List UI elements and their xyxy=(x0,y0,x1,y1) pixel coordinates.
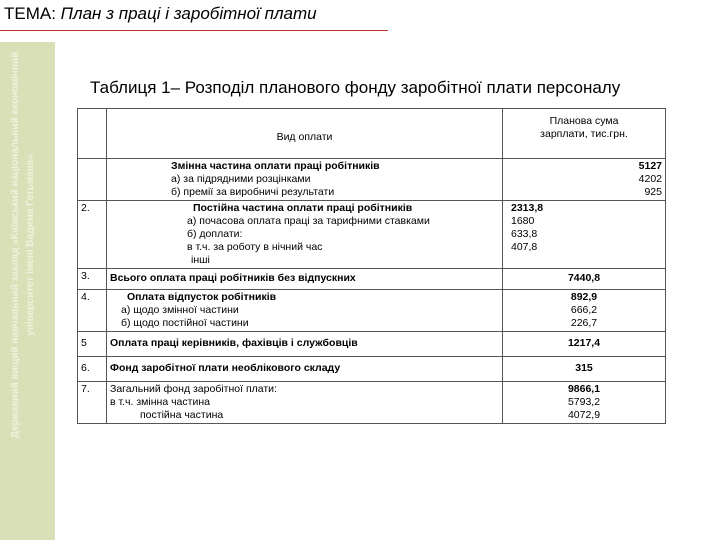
row-value: 5127 xyxy=(638,160,662,172)
header-sum-line: зарплати, тис.грн. xyxy=(540,128,628,140)
side-caption-line: Державний вищий навчальний заклад «Київський національний економічний xyxy=(10,51,21,439)
table-row xyxy=(78,357,666,382)
row-values xyxy=(503,382,666,424)
row-value: 4072,9 xyxy=(567,409,601,421)
row-values xyxy=(503,290,666,332)
header-kind-cell: Вид оплати xyxy=(107,109,503,159)
row-number: 5 xyxy=(78,332,107,357)
header-no-cell xyxy=(78,109,107,159)
row-line: б) доплати: xyxy=(187,228,243,240)
row-line: інші xyxy=(191,254,210,266)
row-value: 4202 xyxy=(638,173,662,185)
row-line: Загальний фонд заробітної плати: xyxy=(110,383,277,395)
row-line: б) премії за виробничі результати xyxy=(171,186,335,198)
row-line: Постійна частина оплати праці робітників xyxy=(193,202,413,214)
row-line: в т.ч. змінна частина xyxy=(110,396,210,408)
row-value: 5793,2 xyxy=(567,396,601,408)
row-value: 7440,8 xyxy=(503,269,666,290)
row-value: 407,8 xyxy=(511,241,538,253)
row-value: 666,2 xyxy=(570,304,598,316)
row-line: а) почасова оплата праці за тарифними ставками xyxy=(187,215,430,227)
row-number: 6. xyxy=(78,357,107,382)
row-value: 1217,4 xyxy=(503,332,666,357)
row-line: б) щодо постійної частини xyxy=(121,317,249,329)
row-description: Всього оплата праці робітників без відпускних xyxy=(107,269,503,290)
table-row xyxy=(78,201,666,269)
page-topic xyxy=(4,4,317,24)
row-description: Фонд заробітної плати необлікового складу xyxy=(107,357,503,382)
header-sum-line: Планова сума xyxy=(549,115,619,127)
row-line: Оплата відпусток робітників xyxy=(127,291,277,303)
row-number: 7. xyxy=(78,382,107,424)
salary-fund-table xyxy=(77,108,666,424)
table-row xyxy=(78,269,666,290)
table-header-row xyxy=(78,109,666,159)
table-row xyxy=(78,382,666,424)
row-description: Оплата праці керівників, фахівців і службовців xyxy=(107,332,503,357)
row-value: 9866,1 xyxy=(567,383,601,395)
row-value: 925 xyxy=(644,186,662,198)
row-values xyxy=(503,201,666,269)
table-row xyxy=(78,290,666,332)
topic-underline xyxy=(0,30,388,31)
topic-subject: План з праці і заробітної плати xyxy=(60,4,317,23)
side-caption xyxy=(8,30,38,460)
row-number xyxy=(78,159,107,201)
row-value: 315 xyxy=(503,357,666,382)
row-line: постійна частина xyxy=(140,409,224,421)
row-line: а) щодо змінної частини xyxy=(121,304,239,316)
table-title: Таблиця 1– Розподіл планового фонду заробітної плати персоналу xyxy=(90,78,621,97)
row-line: в т.ч. за роботу в нічний час xyxy=(187,241,323,253)
row-values xyxy=(503,159,666,201)
row-value: 226,7 xyxy=(570,317,598,329)
row-value: 2313,8 xyxy=(511,202,544,214)
row-description xyxy=(107,201,503,269)
row-number: 4. xyxy=(78,290,107,332)
topic-prefix: ТЕМА: xyxy=(4,4,61,23)
row-number: 2. xyxy=(78,201,107,269)
row-value: 1680 xyxy=(511,215,535,227)
row-description xyxy=(107,159,503,201)
row-description xyxy=(107,290,503,332)
row-line: а) за підрядними розцінками xyxy=(171,173,311,185)
row-number: 3. xyxy=(78,269,107,290)
header-sum-cell xyxy=(503,109,666,159)
table-row xyxy=(78,159,666,201)
row-line: Змінна частина оплати праці робітників xyxy=(171,160,380,172)
side-caption-line: університет імені Вадима Гетьмана» xyxy=(25,154,36,336)
row-value: 892,9 xyxy=(570,291,598,303)
table-row xyxy=(78,332,666,357)
row-description xyxy=(107,382,503,424)
row-value: 633,8 xyxy=(511,228,538,240)
